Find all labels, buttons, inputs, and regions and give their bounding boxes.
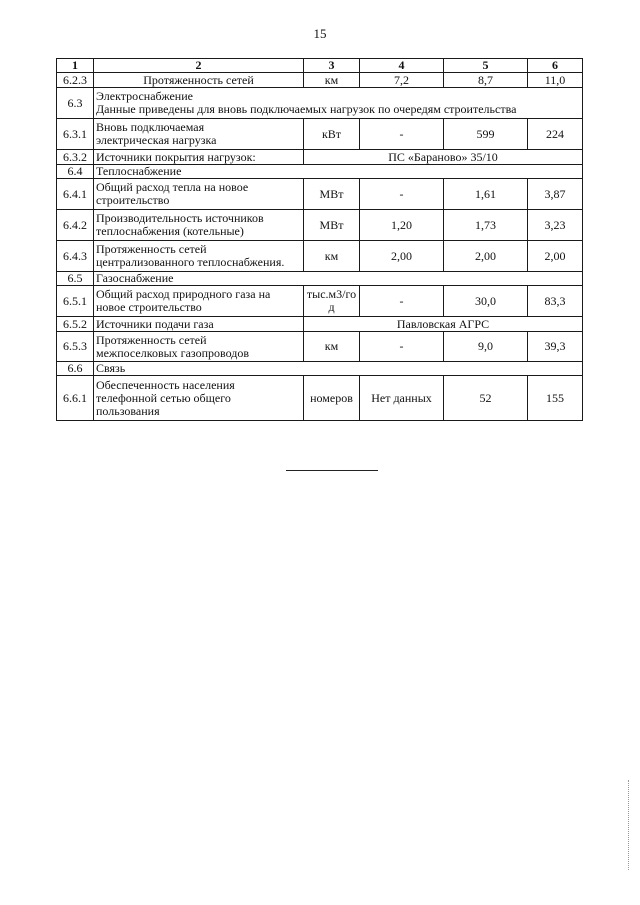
row-value-4: -	[360, 286, 444, 317]
header-row	[57, 59, 583, 73]
row-name-line: Производительность источников	[96, 211, 264, 225]
table-row	[57, 241, 583, 272]
row-value-4: 7,2	[360, 73, 444, 88]
table-row	[57, 332, 583, 362]
row-value-6: 11,0	[528, 73, 583, 88]
row-value-6: 2,00	[528, 241, 583, 272]
page-number: 15	[313, 26, 327, 41]
row-name-line: Протяженность сетей	[96, 242, 207, 256]
row-code: 6.3	[57, 88, 94, 119]
row-code: 6.5.3	[57, 332, 94, 362]
row-name-line: Общий расход природного газа на	[96, 287, 271, 301]
table-row	[57, 286, 583, 317]
row-unit: кВт	[304, 119, 360, 150]
scan-edge-marks	[628, 780, 631, 870]
section-row	[57, 272, 583, 286]
row-value-6: 224	[528, 119, 583, 150]
row-code: 6.5.2	[57, 317, 94, 332]
section-title: Газоснабжение	[94, 272, 583, 286]
row-value-4: 2,00	[360, 241, 444, 272]
row-name	[94, 119, 304, 150]
row-name	[94, 210, 304, 241]
row-value-5: 8,7	[444, 73, 528, 88]
header-cell-2: 2	[94, 59, 304, 73]
row-value-5: 30,0	[444, 286, 528, 317]
row-value-4: -	[360, 179, 444, 210]
row-code: 6.4.2	[57, 210, 94, 241]
row-value-4: Нет данных	[360, 376, 444, 421]
row-unit: МВт	[304, 210, 360, 241]
row-name: Протяженность сетей	[94, 73, 304, 88]
row-name	[94, 179, 304, 210]
header-cell-3: 3	[304, 59, 360, 73]
row-name: Источники покрытия нагрузок:	[94, 150, 304, 165]
row-name-line: строительство	[96, 193, 170, 207]
row-unit: МВт	[304, 179, 360, 210]
row-name-line: Протяженность сетей	[96, 332, 207, 347]
row-name-line: Общий расход тепла на новое	[96, 180, 249, 194]
row-code: 6.2.3	[57, 73, 94, 88]
section-row	[57, 165, 583, 179]
table-row	[57, 210, 583, 241]
row-name-line: Обеспеченность населения	[96, 377, 235, 392]
row-name	[94, 241, 304, 272]
table-row	[57, 317, 583, 332]
row-unit-line: д	[328, 300, 335, 314]
row-value-5: 599	[444, 119, 528, 150]
end-of-document-line	[286, 470, 378, 471]
section-note: Данные приведены для вновь подключаемых нагрузок по очередям строительства	[96, 102, 517, 116]
header-cell-4: 4	[360, 59, 444, 73]
row-value-5: 1,61	[444, 179, 528, 210]
row-name	[94, 286, 304, 317]
row-code: 6.6.1	[57, 376, 94, 421]
indicators-table	[56, 58, 583, 421]
section-row	[57, 362, 583, 376]
row-code: 6.4	[57, 165, 94, 179]
row-name-line: электрическая нагрузка	[96, 133, 217, 147]
row-value-4: -	[360, 332, 444, 362]
row-code: 6.5.1	[57, 286, 94, 317]
row-name-line: централизованного теплоснабжения.	[96, 255, 285, 269]
table-row	[57, 119, 583, 150]
row-value-6: 3,23	[528, 210, 583, 241]
row-code: 6.5	[57, 272, 94, 286]
row-source: ПС «Бараново» 35/10	[304, 150, 583, 165]
section-cell	[94, 88, 583, 119]
row-code: 6.4.1	[57, 179, 94, 210]
row-name-line: Вновь подключаемая	[96, 120, 205, 134]
row-name-line: межпоселковых газопроводов	[96, 345, 250, 360]
row-code: 6.6	[57, 362, 94, 376]
table-row	[57, 150, 583, 165]
row-value-4: 1,20	[360, 210, 444, 241]
row-value-5: 2,00	[444, 241, 528, 272]
row-name	[94, 332, 304, 362]
row-name-line: новое строительство	[96, 300, 202, 314]
row-unit-line: тыс.м3/го	[306, 287, 357, 301]
row-value-5: 9,0	[444, 332, 528, 362]
row-value-6: 39,3	[528, 332, 583, 362]
row-name: Источники подачи газа	[94, 317, 304, 332]
row-unit: номеров	[304, 376, 360, 421]
header-cell-1: 1	[57, 59, 94, 73]
header-cell-6: 6	[528, 59, 583, 73]
row-source: Павловская АГРС	[304, 317, 583, 332]
row-value-4: -	[360, 119, 444, 150]
row-value-6: 83,3	[528, 286, 583, 317]
row-code: 6.4.3	[57, 241, 94, 272]
row-code: 6.3.2	[57, 150, 94, 165]
row-value-5: 1,73	[444, 210, 528, 241]
section-title: Теплоснабжение	[94, 165, 583, 179]
table-row	[57, 376, 583, 421]
row-unit: км	[304, 73, 360, 88]
section-title: Связь	[94, 362, 583, 376]
header-cell-5: 5	[444, 59, 528, 73]
table-row	[57, 73, 583, 88]
row-name-line: теплоснабжения (котельные)	[96, 224, 244, 238]
section-row	[57, 88, 583, 119]
row-name-line: телефонной сетью общего	[96, 390, 231, 405]
row-name	[94, 376, 304, 421]
row-unit: км	[304, 241, 360, 272]
section-title: Электроснабжение	[96, 89, 193, 103]
row-unit: км	[304, 332, 360, 362]
row-value-5: 52	[444, 376, 528, 421]
row-name-line: пользования	[96, 403, 160, 418]
row-unit	[304, 286, 360, 317]
row-value-6: 3,87	[528, 179, 583, 210]
row-code: 6.3.1	[57, 119, 94, 150]
row-value-6: 155	[528, 376, 583, 421]
table-row	[57, 179, 583, 210]
